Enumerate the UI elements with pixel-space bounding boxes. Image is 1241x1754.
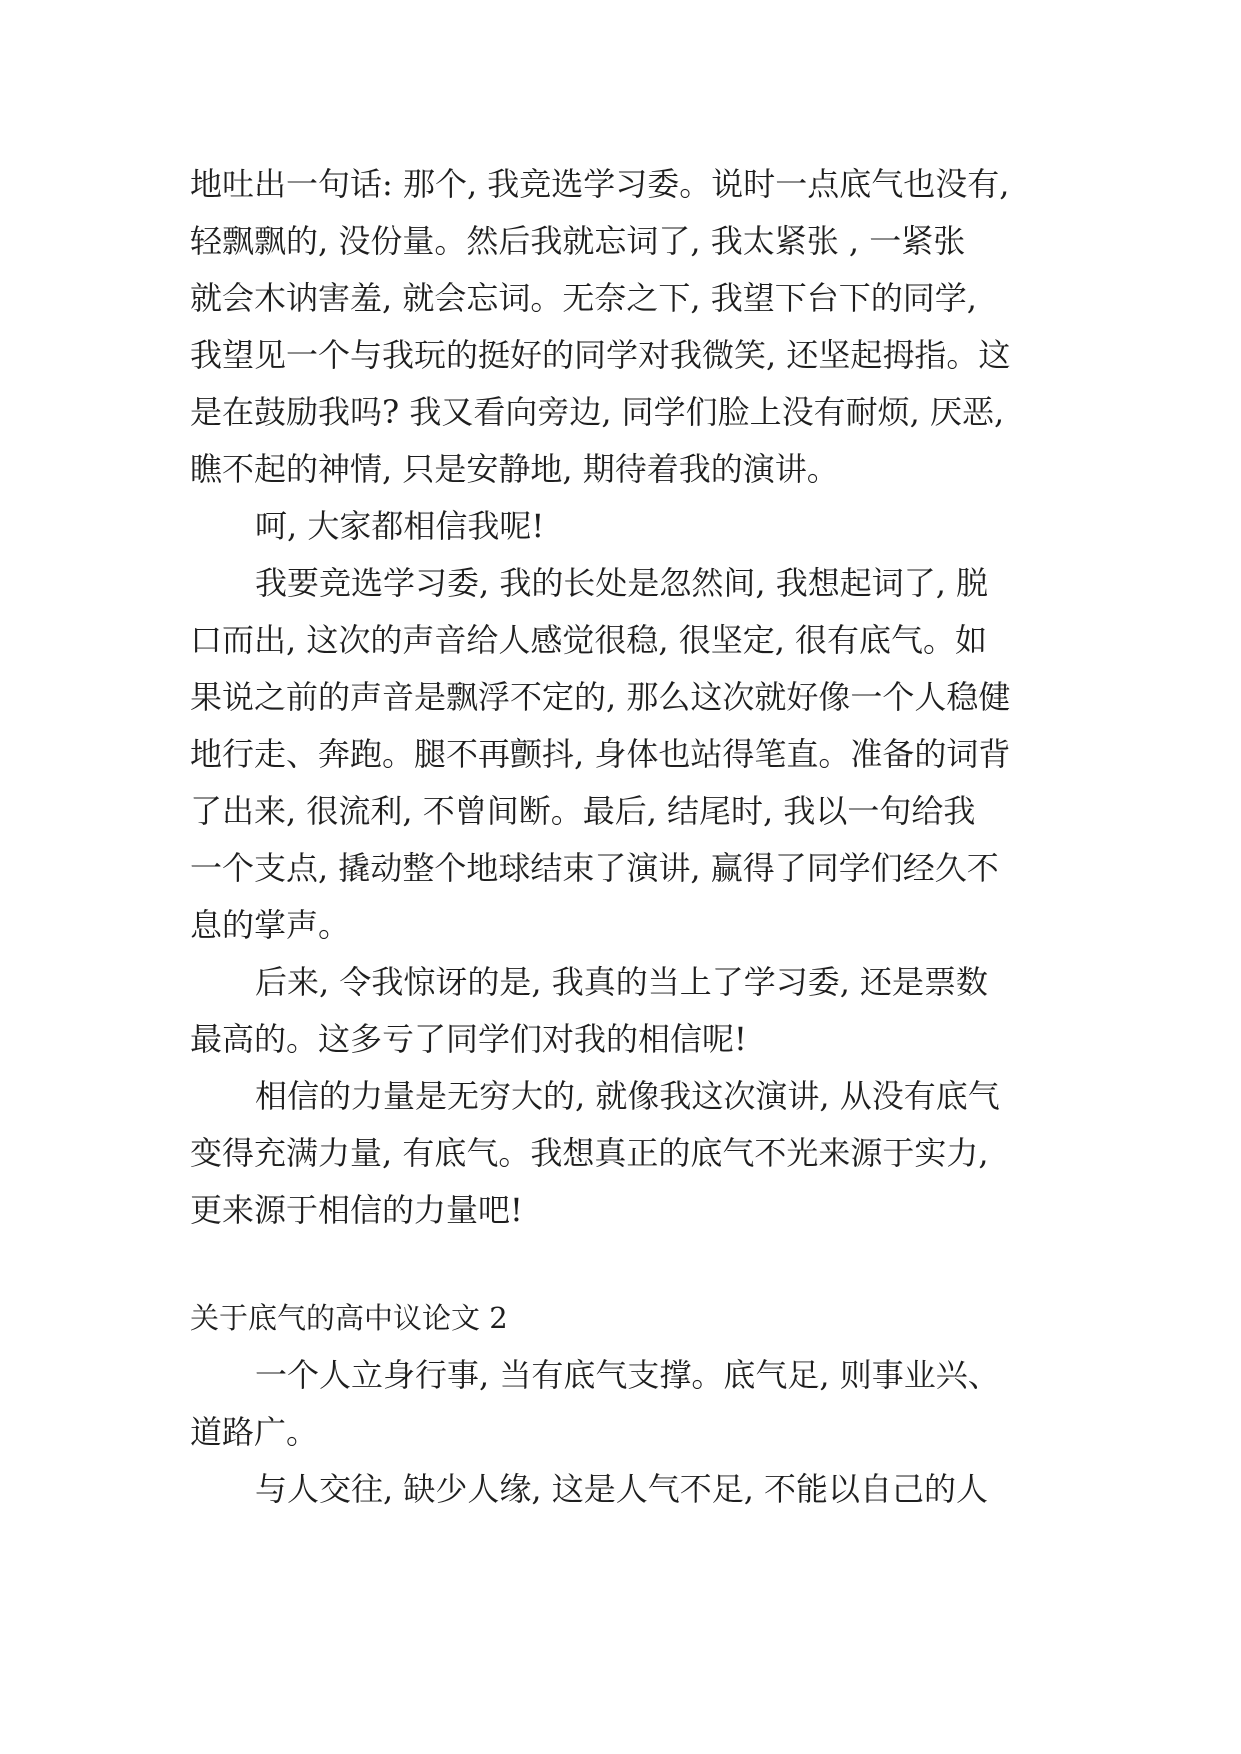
text-line: 是在鼓励我吗? 我又看向旁边, 同学们脸上没有耐烦, 厌恶, (190, 393, 1005, 431)
text-line: 一个人立身行事, 当有底气支撑。底气足, 则事业兴、 (255, 1356, 1000, 1394)
text-line: 口而出, 这次的声音给人感觉很稳, 很坚定, 很有底气。如 (190, 621, 988, 659)
text-line: 息的掌声。 (190, 906, 351, 944)
text-line: 道路广。 (190, 1413, 319, 1451)
text-line: 更来源于相信的力量吧! (190, 1191, 523, 1229)
text-line: 呵, 大家都相信我呢! (255, 507, 545, 545)
text-line: 轻飘飘的, 没份量。然后我就忘词了, 我太紧张 , 一紧张 (190, 222, 966, 260)
text-line: 瞧不起的神情, 只是安静地, 期待着我的演讲。 (190, 450, 839, 488)
text-line: 地行走、奔跑。腿不再颤抖, 身体也站得笔直。准备的词背 (190, 735, 1011, 773)
text-line: 我要竞选学习委, 我的长处是忽然间, 我想起词了, 脱 (255, 564, 989, 602)
text-line: 最高的。这多亏了同学们对我的相信呢! (190, 1020, 747, 1058)
text-line: 就会木讷害羞, 就会忘词。无奈之下, 我望下台下的同学, (190, 279, 977, 317)
text-line: 果说之前的声音是飘浮不定的, 那么这次就好像一个人稳健 (190, 678, 1011, 716)
text-line: 变得充满力量, 有底气。我想真正的底气不光来源于实力, (190, 1134, 989, 1172)
text-line: 我望见一个与我玩的挺好的同学对我微笑, 还坚起拇指。这 (190, 336, 1011, 374)
text-line: 相信的力量是无穷大的, 就像我这次演讲, 从没有底气 (255, 1077, 1000, 1115)
text-line: 地吐出一句话: 那个, 我竞选学习委。说时一点底气也没有, (190, 165, 1010, 203)
text-line: 一个支点, 撬动整个地球结束了演讲, 赢得了同学们经久不 (190, 849, 999, 887)
section-heading: 关于底气的高中议论文 2 (190, 1301, 508, 1335)
text-line: 与人交往, 缺少人缘, 这是人气不足, 不能以自己的人 (255, 1470, 989, 1508)
text-line: 了出来, 很流利, 不曾间断。最后, 结尾时, 我以一句给我 (190, 792, 976, 830)
text-line: 后来, 令我惊讶的是, 我真的当上了学习委, 还是票数 (255, 963, 989, 1001)
